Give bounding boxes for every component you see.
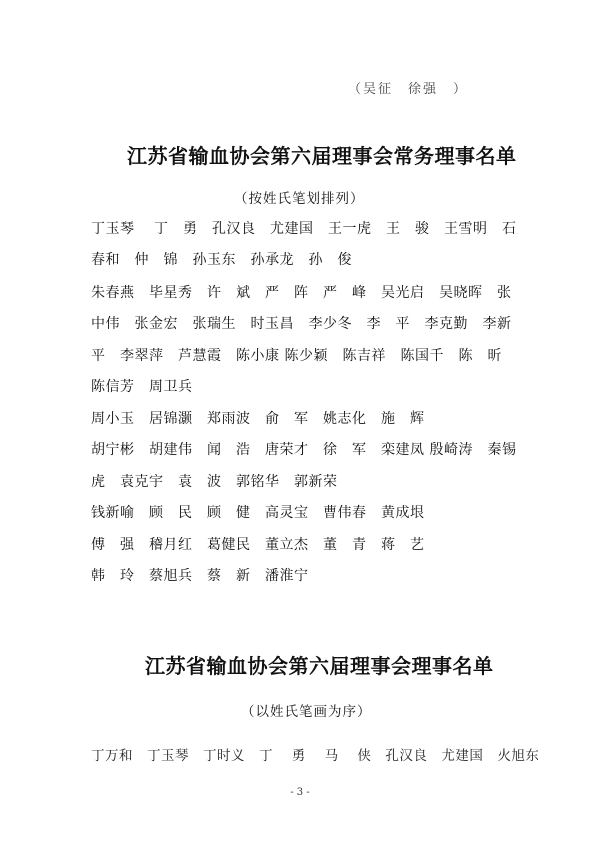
author-note: （吴征 徐强 ） [348,82,469,97]
name-line: 丁万和 丁玉琴 丁时义 丁 勇 马 侠 孔汉良 尤建国 火旭东 [91,748,540,764]
name-line: 丁玉琴 丁 勇 孔汉良 尤建国 王一虎 王 骏 王雪明 石 [91,221,517,237]
name-line: 春和 仲 锦 孙玉东 孙承龙 孙 俊 [91,252,352,268]
name-line: 平 李翠萍 芦慧霞 陈小康 陈少颖 陈吉祥 陈国千 陈 昕 [91,348,502,364]
name-line: 陈信芳 周卫兵 [91,379,193,395]
name-line: 傅 强 稽月红 葛健民 董立杰 董 青 蒋 艺 [91,537,425,553]
name-line: 钱新喻 顾 民 顾 健 高灵宝 曹伟春 黄成垠 [91,505,425,521]
section1-title: 江苏省输血协会第六届理事会常务理事名单 [127,144,517,168]
name-line: 周小玉 居锦灏 郑雨波 俞 军 姚志化 施 辉 [91,411,425,427]
name-line: 虎 袁克宇 袁 波 郭铭华 郭新荣 [91,474,338,490]
section2-subtitle: （以姓氏笔画为序） [241,704,372,720]
page-number: - 3 - [290,787,310,798]
name-line: 韩 玲 蔡旭兵 蔡 新 潘淮宁 [91,568,309,584]
name-line: 朱春燕 毕星秀 许 斌 严 阵 严 峰 吴光启 吴晓晖 张 [91,285,512,301]
name-line: 中伟 张金宏 张瑞生 时玉昌 李少冬 李 平 李克勤 李新 [91,316,512,332]
section2-title: 江苏省输血协会第六届理事会理事名单 [145,654,494,678]
name-line: 胡宁彬 胡建伟 闻 浩 唐荣才 徐 军 栾建凤 殷崎涛 秦锡 [91,442,517,458]
section1-subtitle: （按姓氏笔划排列） [234,191,365,207]
